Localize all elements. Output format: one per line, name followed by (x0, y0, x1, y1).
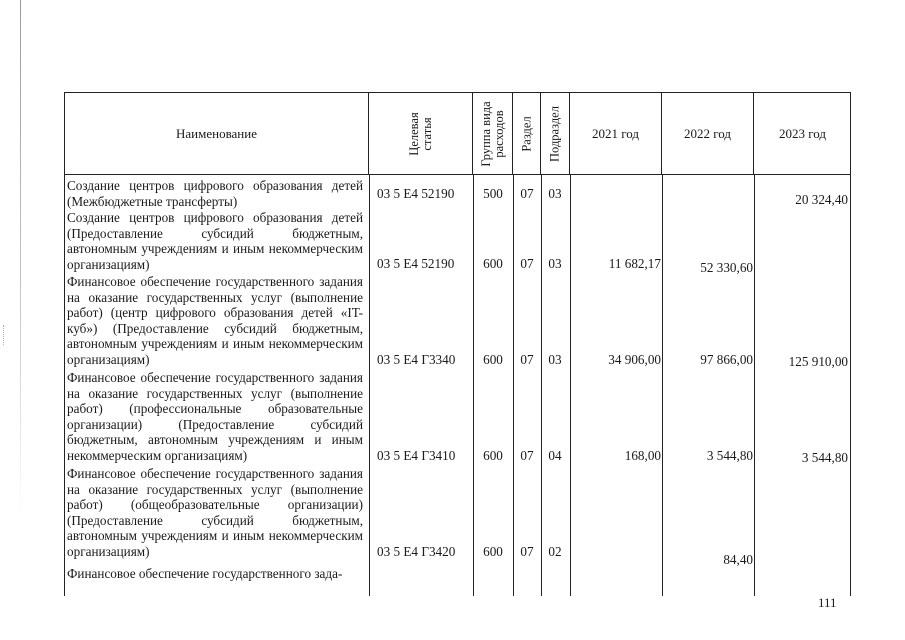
row-name: Финансовое обеспечение государственного зада- (67, 566, 343, 581)
header-name-cell (65, 93, 369, 175)
row-2022: 84,40 (723, 551, 753, 567)
header-target: Целевая статья (406, 111, 434, 156)
row-target-code: 03 5 Е4 Г3410 (377, 447, 456, 463)
row-name: Финансовое обеспечение государственного задания на оказание государственных услуг (выполнение работ) (центр цифрового образования детей «IT-куб») (Предоставление субсидий бюджетным, автономным учреждениям и иным некоммерческим организациям) (67, 274, 363, 367)
row-2022: 3 544,80 (706, 447, 753, 463)
header-group-cell (473, 93, 513, 175)
header-target-cell (369, 93, 473, 175)
header-2021-cell (570, 93, 662, 175)
header-2023-cell (754, 93, 851, 175)
row-group: 500 (483, 185, 503, 201)
table-row (65, 273, 851, 369)
row-name: Создание центров цифрового образования детей (Предоставление субсидий бюджетным, автономным учреждениям и иным некоммерческим организациям) (67, 210, 363, 272)
row-group: 600 (483, 255, 503, 271)
header-subsection-cell (541, 93, 570, 175)
row-group: 600 (483, 447, 503, 463)
row-2023: 3 544,80 (801, 449, 848, 465)
row-subsection: 03 (548, 255, 562, 271)
row-2021: 34 906,00 (608, 351, 661, 367)
header-name: Наименование (176, 125, 257, 141)
table-row (65, 565, 851, 596)
row-2022: 52 330,60 (700, 259, 753, 275)
page-number: 111 (818, 595, 837, 610)
header-2022-cell (662, 93, 754, 175)
row-section: 07 (520, 255, 534, 271)
header-2022: 2022 год (684, 125, 731, 141)
scan-edge-line (20, 0, 21, 520)
row-name: Финансовое обеспечение государственного задания на оказание государственных услуг (выполнение работ) (общеобразовательные организации) (Предоставление субсидий бюджетным, автономным учреждениям и иным некоммерческим организациям) (67, 466, 363, 559)
header-section: Раздел (519, 115, 533, 152)
row-target-code: 03 5 Е4 52190 (377, 185, 455, 201)
table-row (65, 465, 851, 567)
row-2021: 11 682,17 (608, 255, 661, 271)
header-section-cell (513, 93, 541, 175)
row-subsection: 04 (548, 447, 562, 463)
row-target-code: 03 5 Е4 Г3420 (377, 543, 456, 559)
header-subsection: Подраздел (547, 105, 562, 162)
row-name: Финансовое обеспечение государственного задания на оказание государственных услуг (выполнение работ) (профессиональные образовательные организации) (Предоставление субсидий бюджетным, автономным учреждениям и иным некоммерческим организациям) (67, 370, 363, 463)
row-group: 600 (483, 351, 503, 367)
scan-speckle (3, 325, 8, 345)
row-target-code: 03 5 Е4 52190 (377, 255, 455, 271)
row-2023: 125 910,00 (788, 353, 848, 369)
header-2021: 2021 год (592, 125, 639, 141)
row-2022: 97 866,00 (700, 351, 753, 367)
table-row (65, 209, 851, 273)
row-section: 07 (520, 543, 534, 559)
row-section: 07 (520, 185, 534, 201)
row-2021: 168,00 (624, 447, 661, 463)
row-subsection: 03 (548, 351, 562, 367)
row-group: 600 (483, 543, 503, 559)
table-row (65, 369, 851, 465)
row-section: 07 (520, 351, 534, 367)
header-2023: 2023 год (779, 125, 826, 141)
table-row (65, 177, 851, 209)
row-section: 07 (520, 447, 534, 463)
header-group: Группа вида расходов (478, 100, 506, 167)
budget-table (64, 92, 851, 596)
row-2023: 20 324,40 (795, 191, 848, 207)
row-subsection: 02 (548, 543, 562, 559)
row-subsection: 03 (548, 185, 562, 201)
row-name: Создание центров цифрового образования детей (Межбюджетные трансферты) (67, 178, 363, 209)
row-target-code: 03 5 Е4 Г3340 (377, 351, 456, 367)
